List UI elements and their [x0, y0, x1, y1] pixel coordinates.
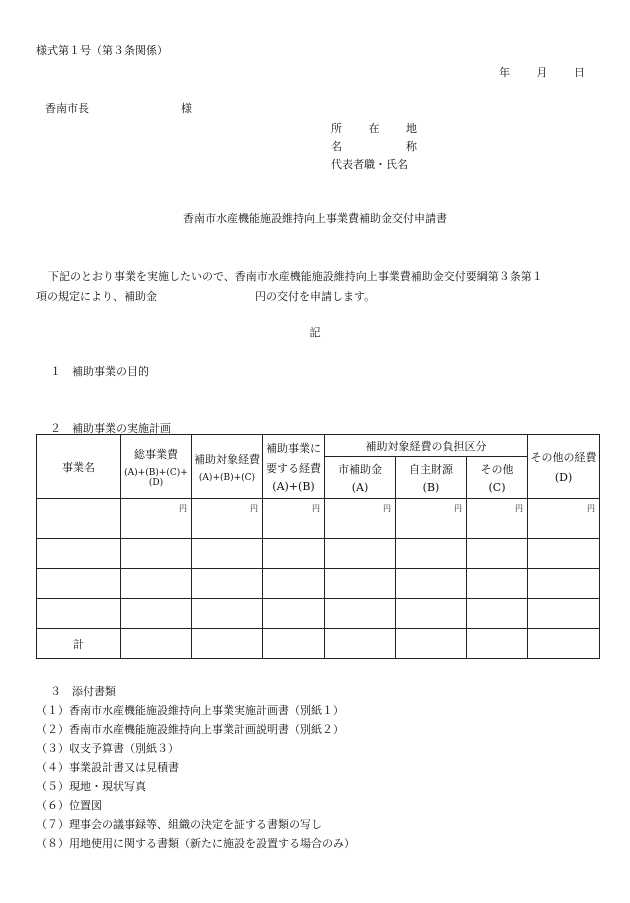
section-2-heading: ２ 補助事業の実施計画 [50, 422, 171, 435]
table-cell[interactable]: 円 [528, 499, 600, 539]
table-cell[interactable] [263, 599, 325, 629]
form-number: 様式第１号（第３条関係） [36, 44, 168, 57]
table-cell[interactable] [37, 539, 121, 569]
header-other: その他 (C) [467, 457, 528, 499]
section-1-heading: １ 補助事業の目的 [50, 365, 149, 378]
attachment-item: （７）理事会の議事録等、組織の決定を証する書類の写し [36, 818, 322, 831]
table-cell[interactable] [121, 599, 192, 629]
table-row [37, 569, 600, 599]
table-cell[interactable] [37, 569, 121, 599]
body-line-2: 項の規定により、補助金 [36, 290, 157, 303]
addressee: 香南市長 [45, 102, 89, 115]
header-required: 補助事業に 要する経費 (A)+(B) [263, 435, 325, 499]
table-cell[interactable] [528, 539, 600, 569]
body-line-2-suffix: 円の交付を申請します。 [255, 290, 376, 303]
total-label: 計 [37, 629, 121, 659]
attachment-item: （６）位置図 [36, 799, 102, 812]
label-char: 在 [368, 122, 380, 135]
section-3-heading: ３ 添付書類 [50, 685, 116, 698]
header-city-subsidy: 市補助金 (A) [325, 457, 396, 499]
table-cell[interactable] [325, 539, 396, 569]
table-cell[interactable] [396, 539, 467, 569]
label-text: 代表者職・氏名 [331, 158, 408, 171]
header-total: 総事業費 (A)+(B)+(C)+(D) [121, 435, 192, 499]
label-char: 地 [406, 122, 417, 135]
table-cell[interactable] [37, 599, 121, 629]
table-cell[interactable]: 円 [325, 499, 396, 539]
table-cell[interactable] [528, 629, 600, 659]
table-cell[interactable] [192, 629, 263, 659]
table-row [37, 599, 600, 629]
table-cell[interactable] [396, 629, 467, 659]
table-cell[interactable] [467, 539, 528, 569]
attachment-item: （４）事業設計書又は見積書 [36, 761, 179, 774]
attachment-item: （２）香南市水産機能施設維持向上事業計画説明書（別紙２） [36, 723, 344, 736]
plan-table [36, 434, 600, 659]
label-char: 所 [331, 122, 342, 135]
header-other-expense: その他の経費 (D) [528, 435, 600, 499]
table-cell[interactable] [396, 599, 467, 629]
table-cell[interactable] [467, 569, 528, 599]
table-cell[interactable] [325, 569, 396, 599]
header-eligible: 補助対象経費 (A)+(B)+(C) [192, 435, 263, 499]
table-cell[interactable]: 円 [396, 499, 467, 539]
attachment-item: （８）用地使用に関する書類（新たに施設を設置する場合のみ） [36, 837, 355, 850]
date-year: 年 [499, 66, 510, 79]
table-cell[interactable] [192, 539, 263, 569]
table-row [37, 499, 600, 539]
table-cell[interactable] [263, 569, 325, 599]
table-cell[interactable]: 円 [467, 499, 528, 539]
body-line-1: 下記のとおり事業を実施したいので、香南市水産機能施設維持向上事業費補助金交付要綱第３条第１ [48, 270, 543, 283]
table-cell[interactable] [263, 629, 325, 659]
attachment-item: （５）現地・現状写真 [36, 780, 146, 793]
table-total-row [37, 629, 600, 659]
table-row [37, 539, 600, 569]
attachment-item: （１）香南市水産機能施設維持向上事業実施計画書（別紙１） [36, 704, 344, 717]
table-cell[interactable] [467, 629, 528, 659]
table-cell[interactable] [121, 569, 192, 599]
table-cell[interactable] [263, 539, 325, 569]
header-own-funds: 自主財源 (B) [396, 457, 467, 499]
attachment-item: （３）収支予算書（別紙３） [36, 742, 179, 755]
table-cell[interactable] [37, 499, 121, 539]
table-cell[interactable] [121, 539, 192, 569]
table-cell[interactable]: 円 [263, 499, 325, 539]
table-cell[interactable]: 円 [121, 499, 192, 539]
table-cell[interactable] [396, 569, 467, 599]
applicant-name-label [331, 138, 417, 154]
ki-heading: 記 [309, 326, 321, 339]
header-project-name: 事業名 [37, 435, 121, 499]
date-day: 日 [574, 66, 585, 79]
document-title: 香南市水産機能施設維持向上事業費補助金交付申請書 [183, 212, 447, 225]
label-char: 称 [406, 140, 417, 153]
table-cell[interactable]: 円 [192, 499, 263, 539]
label-char: 名 [331, 140, 342, 153]
table-cell[interactable] [192, 569, 263, 599]
table-cell[interactable] [467, 599, 528, 629]
applicant-representative-label [331, 156, 417, 172]
table-cell[interactable] [121, 629, 192, 659]
applicant-location-label [331, 120, 417, 136]
table-cell[interactable] [192, 599, 263, 629]
table-cell[interactable] [528, 569, 600, 599]
date-month: 月 [536, 66, 548, 79]
date-line [499, 64, 585, 80]
table-cell[interactable] [325, 629, 396, 659]
addressee-honorific: 様 [181, 102, 192, 115]
header-burden-group: 補助対象経費の負担区分 [325, 435, 528, 457]
table-cell[interactable] [528, 599, 600, 629]
table-cell[interactable] [325, 599, 396, 629]
